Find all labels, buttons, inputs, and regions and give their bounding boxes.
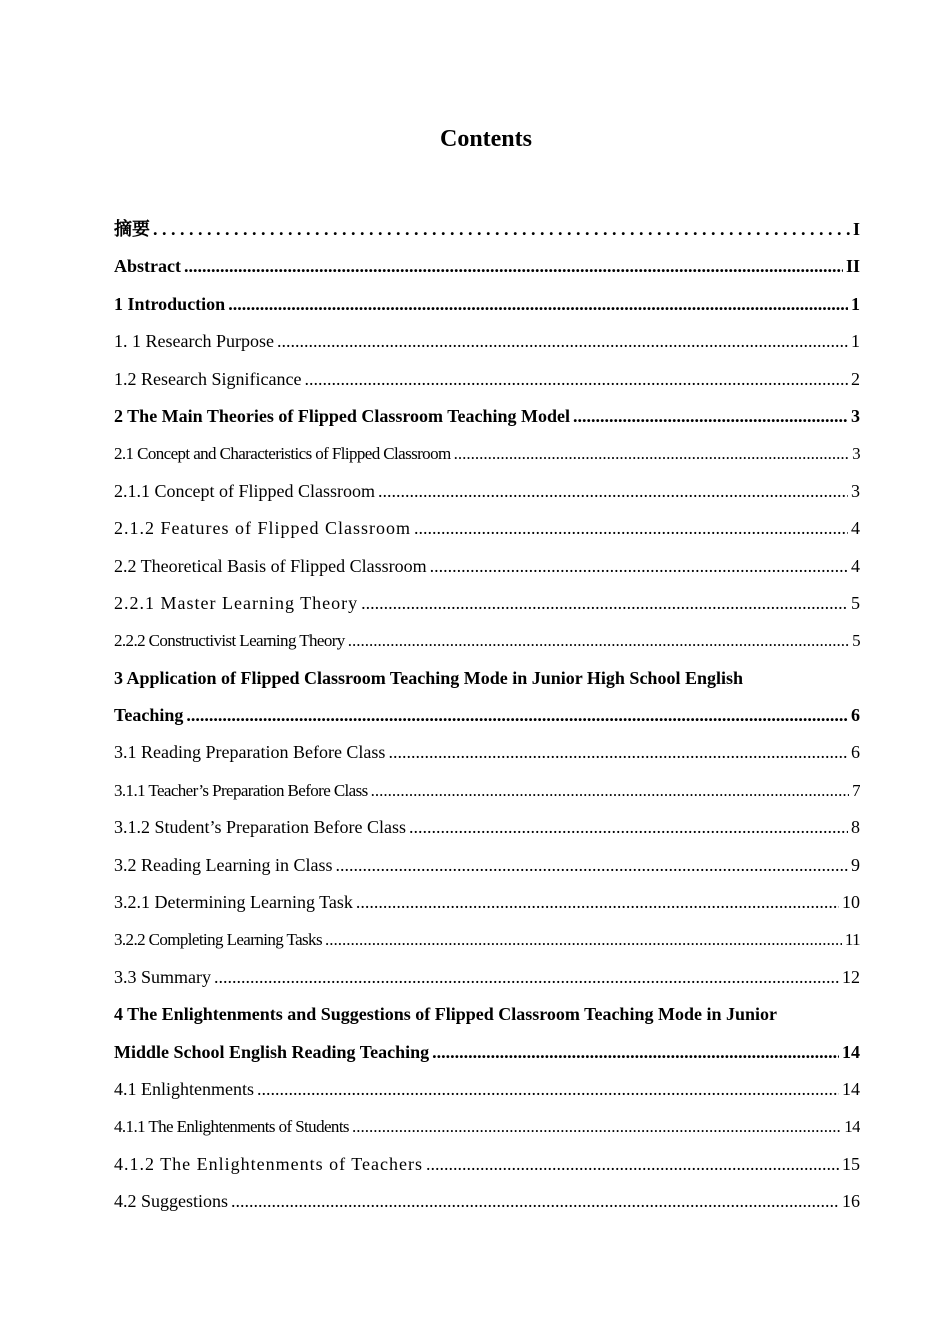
toc-entry-label: 2.2.2 Constructivist Learning Theory <box>114 631 345 651</box>
toc-entry-page-number: 12 <box>842 966 860 987</box>
toc-entry[interactable] <box>114 361 860 398</box>
toc-entry-page-number: 4 <box>851 555 860 576</box>
dot-leader <box>388 734 848 771</box>
toc-entry-label: 摘要 <box>114 219 150 239</box>
dot-leader <box>356 884 839 921</box>
toc-entry-label: 3.3 Summary <box>114 966 211 987</box>
toc-entry-label: 4 The Enlightenments and Suggestions of Flipped Classroom Teaching Mode in Junior <box>114 1004 777 1025</box>
toc-entry[interactable] <box>114 1108 860 1145</box>
toc-entry[interactable] <box>114 248 860 285</box>
toc-entry-label: 3 Application of Flipped Classroom Teaching Mode in Junior High School English <box>114 667 743 688</box>
toc-entry-page-number: 16 <box>842 1191 860 1212</box>
toc-entry-label: 4.1.1 The Enlightenments of Students <box>114 1117 349 1137</box>
toc-entry-page-number: 2 <box>851 368 860 389</box>
toc-entry-label: Middle School English Reading Teaching <box>114 1041 430 1062</box>
dot-leader <box>426 1146 839 1183</box>
toc-entry-page-number: 6 <box>851 705 860 726</box>
toc-entry-label: 3.1 Reading Preparation Before Class <box>114 742 386 763</box>
toc-entry-label: 4.2 Suggestions <box>114 1191 229 1212</box>
toc-entry-page-number: 3 <box>851 405 860 426</box>
toc-entry[interactable] <box>114 585 860 622</box>
toc-entry[interactable] <box>114 435 860 472</box>
dot-leader <box>214 959 839 996</box>
toc-entry-label: 2.1.2 Features of Flipped Classroom <box>114 518 411 539</box>
toc-entry-label: 2.2.1 Master Learning Theory <box>114 592 359 613</box>
toc-entry-label: 3.2.1 Determining Learning Task <box>114 892 353 913</box>
dot-leader <box>432 1034 839 1071</box>
toc-entry-label: 2.1 Concept and Characteristics of Flipped Classroom <box>114 444 451 464</box>
dot-leader <box>186 697 848 734</box>
toc-entry[interactable] <box>114 921 860 958</box>
dot-leader <box>454 435 850 472</box>
toc-entry-page-number: 8 <box>851 817 860 838</box>
toc-entry-page-number: 1 <box>851 293 860 314</box>
toc-entry-page-number: I <box>852 219 860 239</box>
toc-entry[interactable] <box>114 548 860 585</box>
toc-entry[interactable] <box>114 622 860 659</box>
toc-entry-label: 3.1.2 Student’s Preparation Before Class <box>114 817 406 838</box>
toc-entry-label: 3.2 Reading Learning in Class <box>114 854 333 875</box>
dot-leader <box>361 585 848 622</box>
toc-entry[interactable] <box>114 772 860 809</box>
toc-entry-label: 4.1.2 The Enlightenments of Teachers <box>114 1153 424 1174</box>
toc-entry[interactable] <box>114 1034 860 1071</box>
dot-leader <box>304 361 848 398</box>
toc-entry-label: 1 Introduction <box>114 293 226 314</box>
toc-entry-page-number: 1 <box>851 331 860 352</box>
dot-leader <box>231 1183 839 1220</box>
table-of-contents <box>114 211 860 1221</box>
toc-entry-label: 3.2.2 Completing Learning Tasks <box>114 930 322 950</box>
toc-entry-page-number: 11 <box>844 930 860 950</box>
toc-entry[interactable] <box>114 734 860 771</box>
toc-entry[interactable] <box>114 959 860 996</box>
toc-entry-page-number: 4 <box>851 518 860 539</box>
toc-entry[interactable] <box>114 996 860 1033</box>
dot-leader <box>430 548 848 585</box>
toc-entry[interactable] <box>114 473 860 510</box>
toc-entry-page-number: 3 <box>851 480 860 501</box>
toc-entry-label: Abstract <box>114 256 181 277</box>
toc-entry[interactable] <box>114 1146 860 1183</box>
toc-entry[interactable] <box>114 323 860 360</box>
toc-entry-label: 2.2 Theoretical Basis of Flipped Classroom <box>114 555 427 576</box>
dot-leader <box>378 473 848 510</box>
toc-entry[interactable] <box>114 398 860 435</box>
toc-entry-label: 1.2 Research Significance <box>114 368 302 389</box>
toc-entry-page-number: 14 <box>844 1117 860 1137</box>
toc-entry-page-number: 3 <box>852 444 860 464</box>
toc-entry[interactable] <box>114 286 860 323</box>
dot-leader <box>371 772 849 809</box>
toc-entry[interactable] <box>114 1183 860 1220</box>
toc-entry-page-number: 9 <box>851 854 860 875</box>
dot-leader <box>184 248 843 285</box>
page-title: Contents <box>439 126 532 152</box>
toc-entry-label: 2 The Main Theories of Flipped Classroom Teaching Model <box>114 405 571 426</box>
dot-leader <box>228 286 848 323</box>
dot-leader <box>153 211 850 248</box>
dot-leader <box>414 510 848 547</box>
toc-entry[interactable] <box>114 660 860 697</box>
toc-entry[interactable] <box>114 884 860 921</box>
toc-entry-page-number: 14 <box>842 1041 860 1062</box>
toc-entry-page-number: 6 <box>851 742 860 763</box>
toc-entry-label: Teaching <box>114 705 184 726</box>
toc-entry[interactable] <box>114 847 860 884</box>
toc-entry[interactable] <box>114 211 860 248</box>
toc-entry[interactable] <box>114 809 860 846</box>
toc-entry-label: 3.1.1 Teacher’s Preparation Before Class <box>114 780 368 800</box>
toc-entry[interactable] <box>114 510 860 547</box>
dot-leader <box>409 809 848 846</box>
toc-entry[interactable] <box>114 697 860 734</box>
toc-entry-label: 4.1 Enlightenments <box>114 1078 254 1099</box>
toc-entry-page-number: 15 <box>842 1153 860 1174</box>
toc-entry-page-number: 7 <box>852 780 860 800</box>
toc-entry[interactable] <box>114 1071 860 1108</box>
dot-leader <box>573 398 848 435</box>
dot-leader <box>257 1071 839 1108</box>
dot-leader <box>325 921 842 958</box>
toc-entry-page-number: 14 <box>842 1078 860 1099</box>
toc-entry-page-number: 5 <box>852 631 860 651</box>
dot-leader <box>335 847 848 884</box>
toc-entry-label: 2.1.1 Concept of Flipped Classroom <box>114 480 375 501</box>
dot-leader <box>352 1108 841 1145</box>
dot-leader <box>348 622 849 659</box>
toc-entry-page-number: 10 <box>842 892 860 913</box>
dot-leader <box>277 323 848 360</box>
toc-entry-page-number: 5 <box>851 592 860 613</box>
toc-entry-page-number: II <box>845 256 860 277</box>
toc-entry-label: 1. 1 Research Purpose <box>114 331 274 352</box>
